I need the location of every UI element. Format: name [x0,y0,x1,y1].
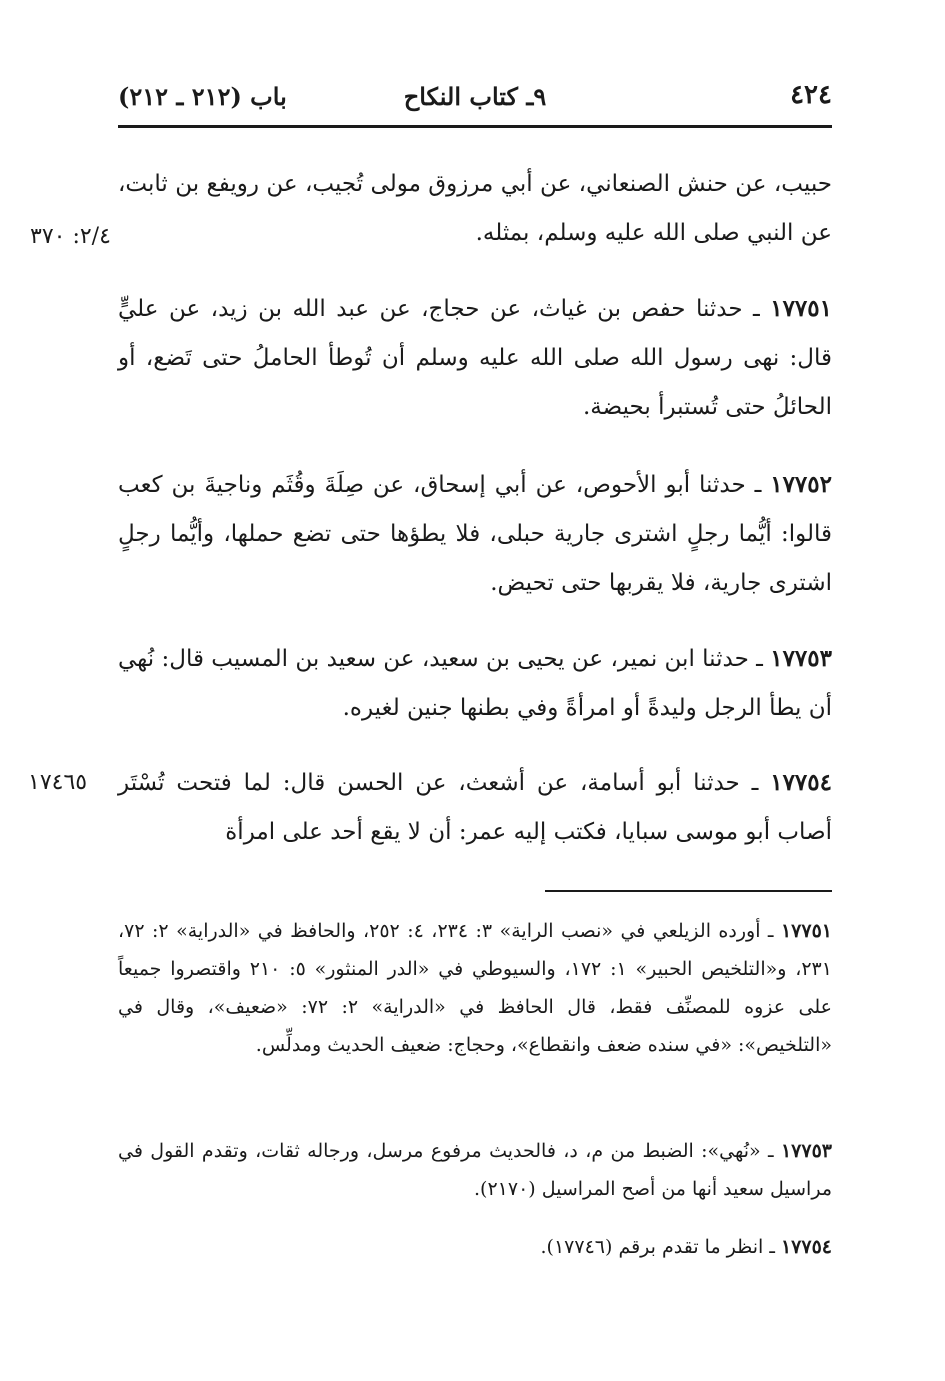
margin-reference: ١٧٤٦٥ [28,770,88,795]
hadith-17751 [118,284,832,432]
footnote-number: ١٧٧٥٤ [780,1236,832,1258]
footnote-number: ١٧٧٥١ [780,920,832,942]
margin-reference: ٢/٤: ٣٧٠ [30,224,111,249]
hadith-number: ١٧٧٥٤ [770,769,832,796]
hadith-number: ١٧٧٥٣ [770,645,832,672]
chapter-title: باب (٢١٢ ـ ٢١٢) [118,82,287,111]
hadith-text: ـ حدثنا أبو الأحوص، عن أبي إسحاق، عن صِلَةَ وقُثَم وناجيةَ بن كعب قالوا: أيُّما رجلٍ اشترى جارية حبلى، فلا يطؤها حتى تضع حملها، وأيُّما رجلٍ اشترى جارية، فلا يقربها حتى تحيض. [118,472,832,596]
page-number: ٤٢٤ [790,80,832,110]
footnote-17751 [118,912,832,1064]
header-rule [118,125,832,128]
footnote-text: ـ انظر ما تقدم برقم (١٧٧٤٦). [540,1236,781,1258]
footnote-text: ـ أورده الزيلعي في «نصب الراية» ٣: ٢٣٤، ٤: ٢٥٢، والحافظ في «الدراية» ٢: ٧٢، ٢٣١، و«التلخيص الحبير» ١: ١٧٢، والسيوطي في «الدر المنثور» ٥: ٢١٠ واقتصروا جميعاً على عزوه للمصنِّف فقط، قال الحافظ في «الدراية» ٢: ٧٢: «ضعيف»، وقال في «التلخيص»: «في سنده ضعف وانقطاع»، وحجاج: ضعيف الحديث ومدلِّس. [118,920,832,1056]
hadith-number: ١٧٧٥٢ [770,471,832,498]
book-title: ٩ـ كتاب النكاح [403,82,547,111]
hadith-text: ـ حدثنا ابن نمير، عن يحيى بن سعيد، عن سعيد بن المسيب قال: نُهي أن يطأ الرجل وليدةً أو امرأةً وفي بطنها جنين لغيره. [118,646,832,721]
hadith-number: ١٧٧٥١ [770,295,832,322]
paragraph-text: حبيب، عن حنش الصنعاني، عن أبي مرزوق مولى تُجيب، عن رويفع بن ثابت، عن النبي صلى الله عليه وسلم، بمثله. [118,171,832,246]
footnote-17754 [118,1228,832,1266]
footnote-number: ١٧٧٥٣ [780,1140,832,1162]
paragraph-continuation [118,160,832,258]
footnote-text: ـ «نُهي»: الضبط من م، د، فالحديث مرفوع مرسل، ورجاله ثقات، وتقدم القول في مراسيل سعيد أنها من أصح المراسيل (٢١٧٠). [118,1140,832,1200]
running-header [118,74,832,124]
hadith-text: ـ حدثنا أبو أسامة، عن أشعث، عن الحسن قال: لما فتحت تُسْتَر أصاب أبو موسى سبايا، فكتب إليه عمر: أن لا يقع أحد على امرأة [118,770,832,845]
hadith-17754 [118,758,832,857]
hadith-17753 [118,634,832,733]
footnote-rule [545,890,832,892]
footnote-17753 [118,1132,832,1208]
hadith-text: ـ حدثنا حفص بن غياث، عن حجاج، عن عبد الله بن زيد، عن عليٍّ قال: نهى رسول الله صلى الله عليه وسلم أن تُوطأ الحاملُ حتى تَضع، أو الحائلُ حتى تُستبرأ بحيضة. [118,296,832,420]
hadith-17752 [118,460,832,608]
